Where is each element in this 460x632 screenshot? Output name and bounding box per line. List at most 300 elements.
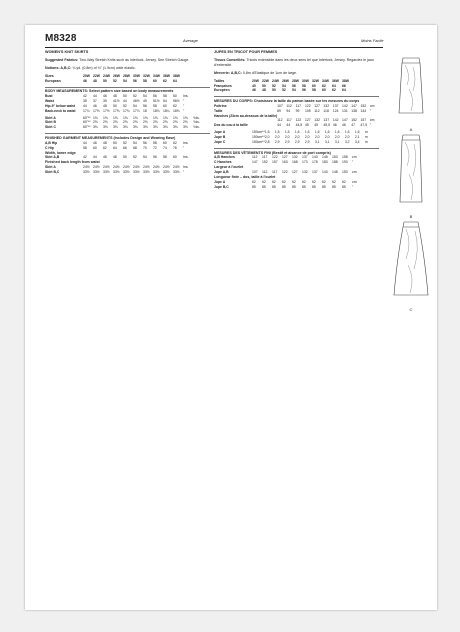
size-table [45,74,183,84]
row-label: Skirt B [45,120,56,125]
cell: 1,5 [274,130,280,135]
skirt-b-drawing [393,132,429,208]
cell: 2,9 [294,140,300,145]
cell: 2,0 [264,135,270,140]
cell: 143 [322,170,328,175]
view-label-a: A [409,127,413,132]
cell: 148 [332,170,338,175]
row-label: Tailles [214,78,225,83]
notions-text: 0,8m d'Elastique de 1cm de large. [242,70,298,75]
cell: 1⅝ [173,115,178,120]
cell: 152 [360,103,367,108]
cell: 50 [113,140,117,145]
cell: 127 [282,155,288,160]
width-title: Largeur à l'ourlet [214,165,244,170]
cell: cm [369,118,375,123]
fabrics-note [214,58,379,68]
cell: 52 [123,140,127,145]
cell: 47,5 [360,123,368,128]
cell: 188 [332,160,338,165]
cell: 36W [332,78,339,83]
cell: 112 [252,155,258,160]
cell: 2,0 [344,135,350,140]
cell: 94 [286,108,291,113]
cell: 60 [93,145,97,150]
cell: 60 [173,155,177,160]
row-label: Jupe B [214,135,226,140]
cell: 24W [272,78,279,83]
section-title: WOMEN'S KNIT SKIRTS [45,50,89,54]
cell: 2⅝ [133,120,138,125]
cell: 17⅞ [133,108,140,113]
table-row [45,170,193,175]
cell: Ins. [183,155,189,160]
yardage-table [45,116,203,131]
cell: 137 [302,155,308,160]
cell: 178 [312,160,318,165]
cell: 20W [252,78,259,83]
fabric-width: 150cm** [252,135,265,140]
cell: 1,5 [284,130,290,135]
cell: 28W [292,78,299,83]
cell: 112 [262,170,268,175]
row-label: Dos du cou à la taille [214,123,248,128]
cell: 132 [323,103,330,108]
cell: 153 [332,155,338,160]
cell: 24½ [83,165,90,170]
cell: 153 [342,170,348,175]
cell: 33½ [123,170,130,175]
cell: 24½ [103,165,110,170]
cell: 117 [295,103,301,108]
cell: 18 [143,108,147,113]
cell: 48 [103,103,107,108]
difficulty-facile: Moins Facile [361,38,384,43]
cell: 3,1 [324,140,330,145]
cell: 144 [360,108,367,113]
cell: 122 [272,155,278,160]
cell: " [183,170,185,175]
cell: 48 [262,88,266,93]
cell: 105 [304,108,311,113]
cell: 1,6 [354,130,360,135]
row-label: A,B Hip [45,140,58,145]
cell: 122 [304,103,311,108]
cell: 64 [332,83,336,88]
cell: 52 [123,103,127,108]
cell: 54 [282,83,286,88]
cell: 107 [277,103,283,108]
cell: 124 [332,108,339,113]
cell: 45,5 [323,123,331,128]
cell: 54 [292,88,296,93]
fabric-width: 60"** [83,115,91,120]
table-row [45,125,203,130]
cell: 85 [312,184,316,189]
english-column [45,50,210,175]
cell: 62 [302,179,306,184]
cell: 2,0 [314,135,320,140]
cell: 143 [312,155,318,160]
cell: 46 [83,78,87,83]
cell: 2,0 [274,135,280,140]
cell: " [183,103,185,108]
cell: 48 [113,93,117,98]
cell: cm [352,170,357,175]
cell: 2⅝ [143,120,148,125]
cell: 62 [103,145,107,150]
size-table [214,79,352,94]
cell: 45 [304,123,309,128]
pattern-code: M8328 [45,33,77,44]
cell: 85 [272,184,276,189]
cell: 3⅜ [153,125,158,130]
cell: 62 [262,179,266,184]
cell: 89 [277,108,281,113]
fabric-width: 60"** [83,120,91,125]
cell: 3⅜ [103,125,108,130]
cell: 72 [153,145,157,150]
cell: 62 [312,179,316,184]
cell: 173 [302,160,308,165]
cell: " [183,98,185,103]
section-title: JUPES EN TRICOT POUR FEMMES [214,50,278,54]
french-column [214,50,379,190]
cell: 122 [295,118,302,123]
cell: 24½ [123,165,130,170]
cell: 85 [282,184,286,189]
cell: 183 [322,160,328,165]
cell: 60 [312,83,316,88]
row-label: Waist [45,98,54,103]
cell: 17⅝ [113,108,120,113]
cell: 46½ [133,98,140,103]
cell: 26W [113,73,120,78]
cell: 62 [332,88,336,93]
cell: 2,0 [294,135,300,140]
cell: 17¼ [83,108,90,113]
cell: 46 [252,88,256,93]
cell: 44 [123,98,127,103]
cell: 52 [133,93,137,98]
view-a-illustration [393,55,429,132]
cell: 168 [292,160,298,165]
cell: Yds. [193,120,200,125]
cell: 54 [143,155,147,160]
cell: 142 [332,118,339,123]
cell: 2,0 [304,135,310,140]
cell: 54 [143,93,147,98]
cell: 18¼ [163,108,170,113]
cell: 52 [272,83,276,88]
cell: 33½ [163,170,170,175]
cell: 30W [302,78,309,83]
cell: 33½ [113,170,120,175]
row-label: Jupe C [214,140,226,145]
cell: 112 [286,103,292,108]
cell: 2⅝ [163,120,168,125]
fabric-width: 60"** [83,125,91,130]
cell: 2⅝ [173,120,178,125]
cell: 131 [342,108,348,113]
cell: 3,1 [334,140,340,145]
cell: 62 [173,103,177,108]
cell: 2⅝ [153,120,158,125]
cell: 62 [342,179,346,184]
cell: 60 [173,93,177,98]
fabrics-label: Tissus Conseillés: [214,57,246,62]
cell: 54 [133,103,137,108]
cell: 30W [133,73,140,78]
cell: 60 [322,88,326,93]
row-label: Hip-9" below waist [45,103,76,108]
width-title: Width, lower edge [45,150,76,155]
cell: 46 [93,103,97,108]
cell: 24½ [133,165,140,170]
cell: 24½ [93,165,100,170]
cell: m [364,140,368,145]
cell: 38W [342,78,349,83]
cell: 38W [173,73,180,78]
back-length-title: Finished back length from waist [45,160,100,165]
cell: 85 [302,184,306,189]
cell: 34W [322,78,329,83]
cell: 51½ [153,98,160,103]
cell: 39 [103,98,107,103]
fabrics-note [45,58,210,63]
table-row [45,79,183,84]
cell: 127 [314,103,320,108]
row-label: Skirt A [45,115,56,120]
pattern-envelope-back [25,25,437,610]
view-c-illustration [393,219,429,312]
cell: 17½ [103,108,110,113]
cell: 58 [163,155,167,160]
cell: 85 [292,184,296,189]
cell: 48 [113,155,117,160]
cell: 24½ [143,165,150,170]
cell: 112 [314,108,320,113]
cell: 127 [304,118,311,123]
cell: Yds. [193,115,200,120]
finished-table [45,141,193,151]
cell: 2⅝ [103,120,108,125]
fabrics-text: Tricots extensible dans les deux sens tel que Interlock, Jersey. Regardez le jaun d'extensité. [214,57,374,67]
cell: 99 [295,108,300,113]
cell: 62 [282,179,286,184]
cell: 3⅜ [163,125,168,130]
cell: 48 [103,140,107,145]
notions-label: Notions: A,B,C: [45,65,72,70]
cell: 1⅝ [103,115,108,120]
cell: 58 [153,103,157,108]
skirt-a-drawing [393,55,429,121]
cell: 163 [282,160,288,165]
fabric-width: 150cm** [252,140,265,145]
cell: 33½ [133,170,140,175]
cell: 42 [83,155,87,160]
cell: 33½ [143,170,150,175]
table-row [214,140,375,145]
row-label: Françaises [214,83,232,88]
cell: 24½ [153,165,160,170]
cell: 127 [292,170,298,175]
row-label: Sizes [45,73,54,78]
cell: cm [352,179,357,184]
cell: 24½ [163,165,170,170]
notions-label: Mercerie: A,B,C: [214,70,242,75]
cell: 42 [83,93,87,98]
cell: 44,5 [295,123,303,128]
cell: 3⅜ [183,125,188,130]
body-measurements-title: BODY MEASUREMENTS: Select pattern size based on body measurements [45,87,210,94]
row-label: Jupe A,B [214,170,229,175]
cell: 35 [83,98,87,103]
cell: m [364,135,368,140]
cell: 85 [262,184,266,189]
cell: Ins. [183,165,189,170]
cell: 1⅝ [93,115,98,120]
row-label: Back-neck to waist [45,108,76,113]
cell: 85 [252,184,256,189]
cell: 3⅜ [113,125,118,130]
cell: Ins. [183,93,189,98]
cell: 46 [342,123,346,128]
cell: 52 [113,78,117,83]
cell: 46 [103,155,107,160]
cell: 24½ [173,165,180,170]
cell: 3⅜ [173,125,178,130]
cell: 122 [282,170,288,175]
cell: 3⅜ [93,125,98,130]
cell: 3⅜ [123,125,128,130]
cell: 58 [302,83,306,88]
cell: 20W [83,73,90,78]
cell: 3,4 [354,140,360,145]
cell: 46 [103,93,107,98]
cell: 46 [332,123,337,128]
cell: 36W [163,73,170,78]
cell: 50 [113,103,117,108]
cell: 44 [83,140,87,145]
cell: 62 [322,179,326,184]
cell: 58 [83,145,87,150]
cell: 3⅜ [133,125,138,130]
row-label: Européen [214,88,230,93]
cell: 40 [252,83,256,88]
cell: 117 [262,155,268,160]
cell: 147 [351,103,357,108]
row-label: Skirt A,B [45,155,60,160]
cell: 85 [322,184,326,189]
cell: 142 [342,103,348,108]
fabrics-text: Two-Way Stretch Knits such as Interlock, Jersey. See Stretch Gauge. [79,57,190,62]
cell: 118 [323,108,329,113]
cell: 24½ [113,165,120,170]
cell: 33½ [103,170,110,175]
back-length-table [214,180,362,190]
cell: 33½ [173,170,180,175]
cell: 44 [93,93,97,98]
cell: 1⅝ [133,115,138,120]
cell: 112 [277,118,283,123]
cell: 117 [272,170,278,175]
cell: 33½ [153,170,160,175]
cell: 1,6 [294,130,300,135]
cell: 60 [163,140,167,145]
cell: 60 [153,78,157,83]
back-length-table [45,165,193,175]
cell: 17⅜ [93,108,100,113]
cell: 17¾ [123,108,130,113]
cell: 50 [262,83,266,88]
table-row [214,185,362,190]
cell: 68 [133,145,137,150]
cell: 2,8 [264,140,270,145]
cell: cm [352,155,357,160]
cell: 44 [93,155,97,160]
cell: 50 [272,88,276,93]
cell: 152 [351,118,357,123]
cell: 147 [342,118,348,123]
row-label: C Hanches [214,160,232,165]
cell: m [364,130,368,135]
cell: 62 [163,78,167,83]
cell: 117 [286,118,292,123]
cell: 24W [103,73,110,78]
cell: 32W [143,73,150,78]
cell: 44 [83,103,87,108]
cell: 56 [292,83,296,88]
cell: 2,0 [334,135,340,140]
row-label: Jupe A [214,179,226,184]
cell: 62 [292,179,296,184]
cell: 52 [282,88,286,93]
notions-note [214,71,379,76]
body-table [45,94,193,114]
cell: 1⅝ [163,115,168,120]
body-table [214,104,379,129]
cell: 2,0 [324,135,330,140]
table-row [214,123,379,128]
cell: 46 [93,140,97,145]
cell: 1,6 [334,130,340,135]
cell: 47 [351,123,356,128]
cell: 58 [312,88,316,93]
cell: 50 [123,93,127,98]
cell: 2,1 [354,135,360,140]
cell: Yds. [193,125,200,130]
cell: 22W [93,73,100,78]
cell: 22W [262,78,269,83]
cell: 58 [143,78,147,83]
fabric-width: 150cm** [252,130,265,135]
cell: Ins. [183,140,189,145]
cell: 62 [272,179,276,184]
cell: 45 [314,123,318,128]
finished-title: FINISHED GARMENT MEASUREMENTS (Includes Design and Wearing Ease) [45,133,210,140]
cell: 1⅝ [143,115,148,120]
cell: 152 [262,160,268,165]
row-label: European [45,78,61,83]
cell: 54 [133,140,137,145]
row-label: A,B Hanches [214,155,235,160]
cell: 147 [252,160,258,165]
cell: 132 [292,155,298,160]
table-row [214,88,352,93]
yardage-table [214,130,375,145]
cell: 137 [323,118,330,123]
